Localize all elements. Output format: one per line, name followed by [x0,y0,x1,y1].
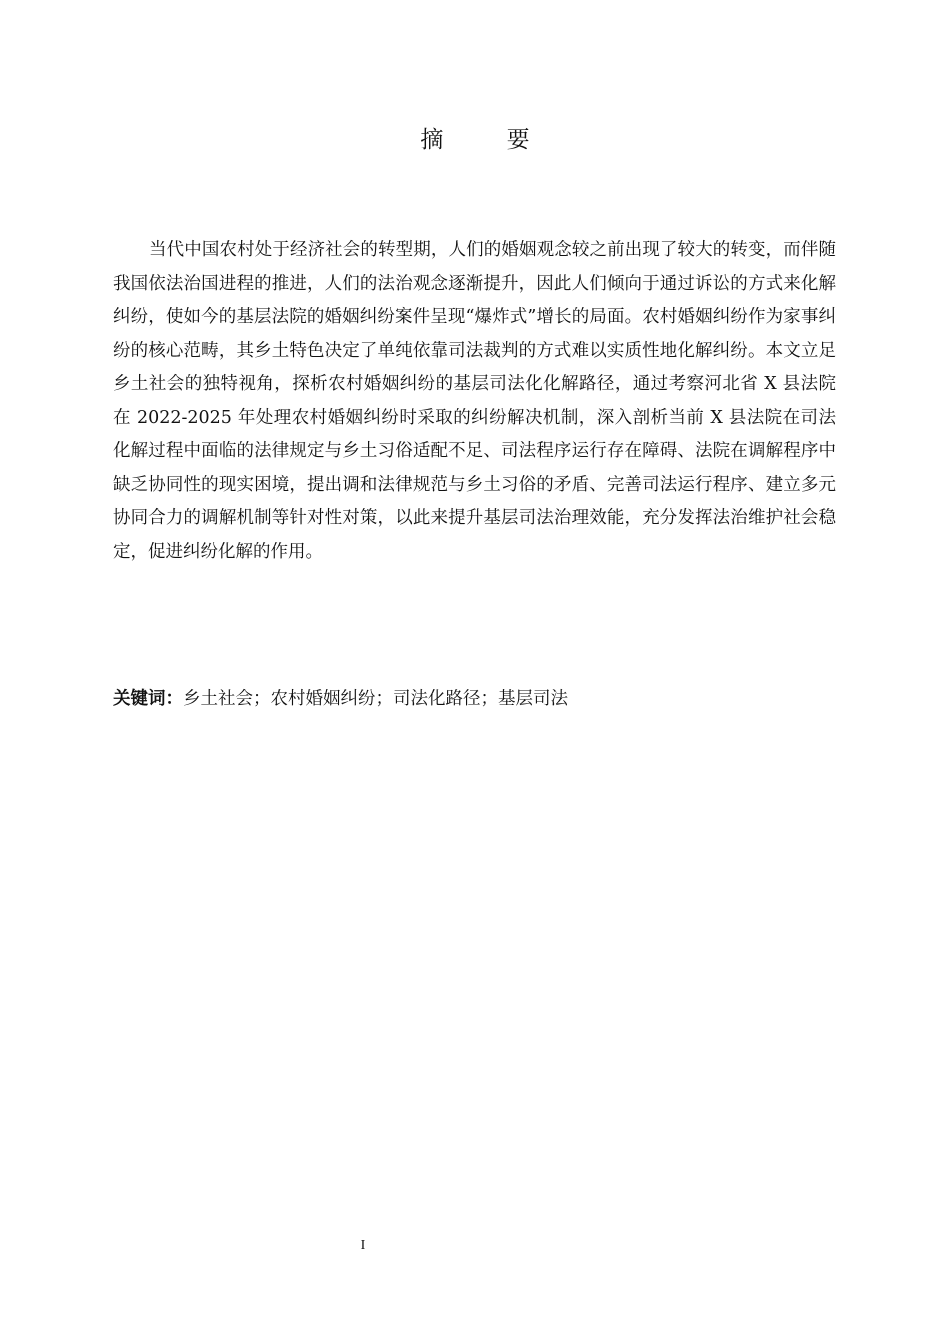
abstract-title: 摘 要 [420,127,558,153]
keywords-line [113,683,836,716]
keywords-text: 乡土社会；农村婚姻纠纷；司法化路径；基层司法 [183,689,568,709]
keywords-label: 关键词： [113,689,183,709]
abstract-paragraph: 当代中国农村处于经济社会的转型期，人们的婚姻观念较之前出现了较大的转变，而伴随我国依法治国进程的推进，人们的法治观念逐渐提升，因此人们倾向于通过诉讼的方式来化解纠纷，使如今的基层法院的婚姻纠纷案件呈现“爆炸式”增长的局面。农村婚姻纠纷作为家事纠纷的核心范畴，其乡土特色决定了单纯依靠司法裁判的方式难以实质性地化解纠纷。本文立足乡土社会的独特视角，探析农村婚姻纠纷的基层司法化化解路径，通过考察河北省 X 县法院在 2022-2025 年处理农村婚姻纠纷时采取的纠纷解决机制，深入剖析当前 X 县法院在司法化解过程中面临的法律规定与乡土习俗适配不足、司法程序运行存在障碍、法院在调解程序中缺乏协同性的现实困境，提出调和法律规范与乡土习俗的矛盾、完善司法运行程序、建立多元协同合力的调解机制等针对性对策，以此来提升基层司法治理效能，充分发挥法治维护社会稳定，促进纠纷化解的作用。 [113,240,836,562]
page-number: I [360,1238,366,1253]
